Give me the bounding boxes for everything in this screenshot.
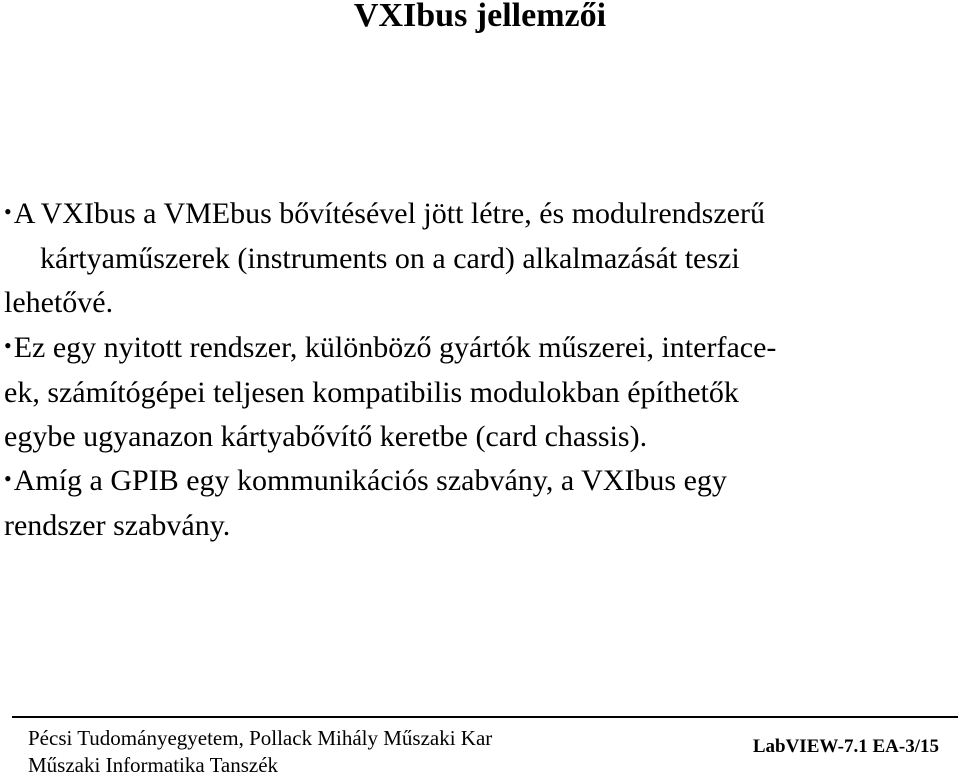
bullet-dot-icon: • [4,333,12,358]
bullet-item-1 [4,192,765,326]
bullet-line: •Amíg a GPIB egy kommunikációs szabvány, a VXIbus egy [4,464,727,497]
footer-institution-line2: Műszaki Informatika Tanszék [28,753,279,777]
bullet-line: rendszer szabvány. [4,508,231,542]
bullet-line: kártyaműszerek (instruments on a card) alkalmazását teszi [40,241,740,275]
slide-title: VXIbus jellemzői [353,0,607,34]
bullet-item-3 [4,459,727,548]
footer-slide-ref: LabVIEW-7.1 EA-3/15 [752,736,939,757]
bullet-item-2 [4,326,776,460]
footer-institution [28,725,492,779]
bullet-line: •A VXIbus a VMEbus bővítésével jött létre, és modulrendszerű [4,197,765,230]
bullet-line: egybe ugyanazon kártyabővítő keretbe (card chassis). [4,420,648,453]
bullet-line: •Ez egy nyitott rendszer, különböző gyártók műszerei, interface- [4,331,777,364]
bullet-line: ek, számítógépei teljesen kompatibilis modulokban építhetők [4,375,739,409]
bullet-dot-icon: • [4,466,12,491]
bullet-line: lehetővé. [4,286,114,319]
footer-divider [12,716,958,718]
bullet-dot-icon: • [4,199,12,224]
footer-institution-line1: Pécsi Tudományegyetem, Pollack Mihály Műszaki Kar [28,726,493,750]
